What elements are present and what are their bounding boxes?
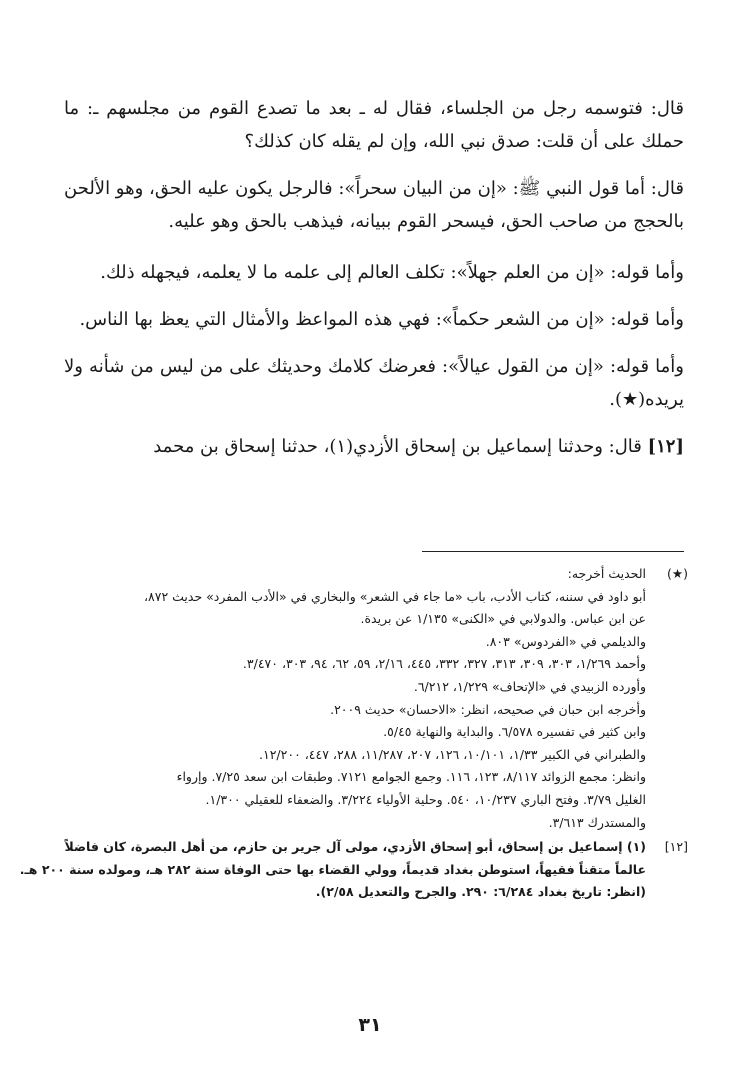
hadith-text: قال: وحدثنا إسماعيل بن إسحاق الأزدي(١)، حدثنا إسحاق بن محمد — [153, 436, 642, 457]
footnote-line: والديلمي في «الفردوس» ٨٠٣. — [485, 633, 646, 649]
footnote-body — [64, 563, 646, 834]
footnote-line: عالماً متقناً فقيهاً، استوطن بغداد قديماً، وولي القضاء بها حتى الوفاة سنة ٢٨٢ هـ، ومولده سنة ٢٠٠ هـ. — [19, 861, 646, 877]
main-text — [64, 92, 684, 463]
footnote-mark: [١٢] — [664, 839, 688, 855]
footnote-line: وأخرجه ابن حبان في صحيحه، انظر: «الاحسان» حديث ٢٠٠٩. — [330, 701, 646, 717]
page-number: ٣١ — [358, 1014, 382, 1036]
footnote-divider — [422, 551, 684, 552]
footnote-line: الحديث أخرجه: — [567, 566, 646, 581]
footnote-line: وأحمد ١/٢٦٩، ٣٠٣، ٣٠٩، ٣١٣، ٣٢٧، ٣٣٢، ٤٤٥، ٢/١٦، ٥٩، ٦٢، ٩٤، ٣٠٣، ٣/٤٧٠. — [242, 656, 646, 672]
footnote-line: والمستدرك ٣/٦١٣. — [548, 814, 646, 830]
footnote-body — [20, 836, 646, 904]
paragraph: وأما قوله: «إن من الشعر حكماً»: فهي هذه المواعظ والأمثال التي يعظ بها الناس. — [79, 309, 684, 330]
footnote-line: (١) إسماعيل بن إسحاق، أبو إسحاق الأزدي، مولى آل جرير بن حازم، من أهل البصرة، كان فاضلاً — [64, 839, 646, 855]
footnote-line: والطبراني في الكبير ١/٣٣، ١٠/١٠١، ١٢٦، ٢٠٧، ١١/٢٨٧، ٢٨٨، ٤٤٧، ١٢/٢٠٠. — [259, 746, 646, 762]
hadith-number: [١٢] — [647, 436, 684, 457]
footnote-line: وابن كثير في تفسيره ٦/٥٧٨. والبداية والنهاية ٥/٤٥. — [383, 724, 646, 740]
footnote-line: عن ابن عباس. والدولابي في «الكنى» ١/١٣٥ عن بريدة. — [360, 611, 646, 627]
paragraph: وأما قوله: «إن من القول عيالاً»: فعرضك كلامك وحديثك على من ليس من شأنه ولا يريده(★). — [64, 356, 684, 410]
footnote-12 — [19, 836, 688, 904]
hadith-start — [64, 430, 684, 463]
footnote-line: الغليل ٣/٧٩. وفتح الباري ١٠/٢٣٧، ٥٤٠. وحلية الأولياء ٣/٢٢٤. والضعفاء للعقيلي ١/٣٠٠. — [205, 791, 646, 807]
footnote-mark: (★) — [667, 566, 688, 581]
footnote-line: (انظر: تاريخ بغداد ٦/٢٨٤: ٢٩٠. والجرح والتعديل ٢/٥٨). — [315, 884, 646, 900]
footnote-line: أبو داود في سننه، كتاب الأدب، باب «ما جاء في الشعر» والبخاري في «الأدب المفرد» حديث ٨٧٢، — [143, 588, 646, 604]
footnote-line: وانظر: مجمع الزوائد ٨/١١٧، ١٢٣، ١١٦. وجمع الجوامع ٧١٢١. وطبقات ابن سعد ٧/٢٥. وإرواء — [176, 769, 646, 785]
footnote-star — [64, 563, 688, 834]
footnotes — [19, 563, 688, 904]
paragraph: قال: فتوسمه رجل من الجلساء، فقال له ـ بعد ما تصدع القوم من مجلسهم ـ: ما حملك على أن قلت: صدق نبي الله، وإن لم يقله كان كذلك؟ — [64, 98, 684, 152]
footnote-line: وأورده الزبيدي في «الإتحاف» ١/٢٢٩، ٦/٢١٢. — [413, 678, 646, 694]
paragraph: وأما قوله: «إن من العلم جهلاً»: تكلف العالم إلى علمه ما لا يعلمه، فيجهله ذلك. — [100, 262, 684, 283]
paragraph: قال: أما قول النبي ﷺ: «إن من البيان سحراً»: فالرجل يكون عليه الحق، وهو الألحن بالحجج من صاحب الحق، فيسحر القوم ببيانه، فيذهب بالحق وهو عليه. — [64, 178, 684, 232]
